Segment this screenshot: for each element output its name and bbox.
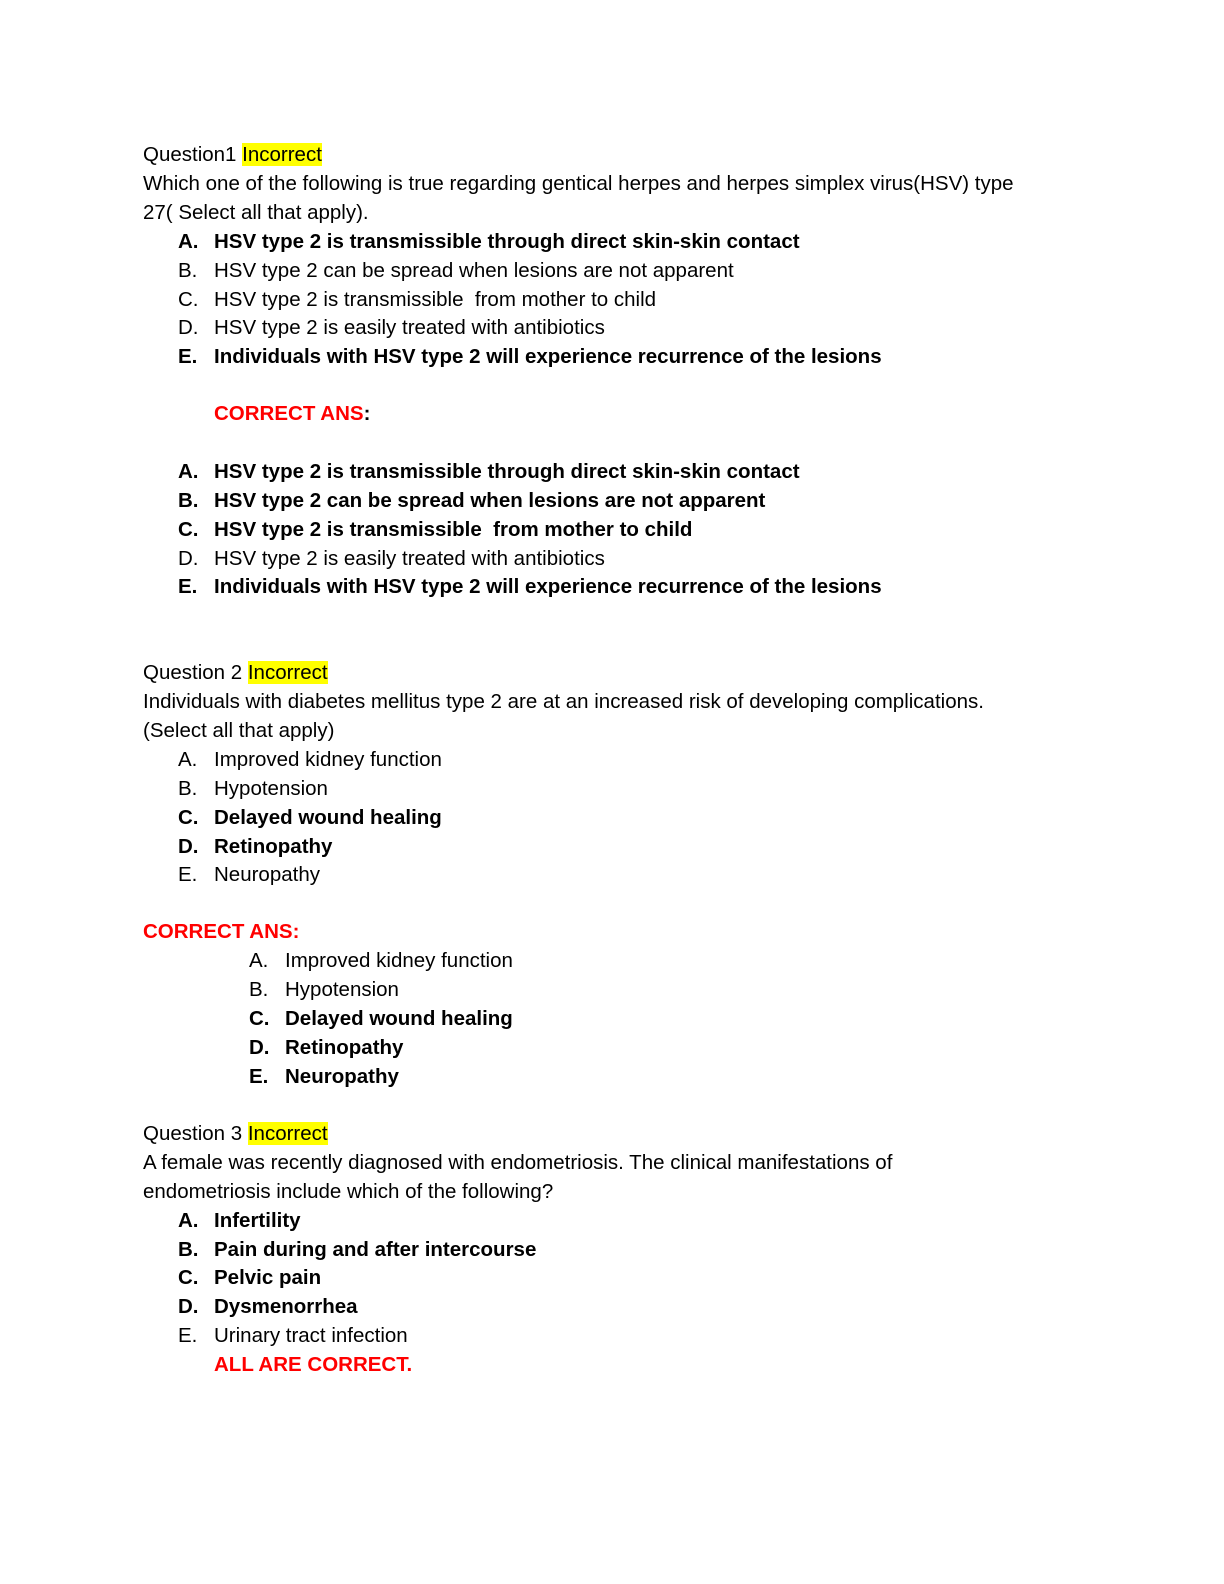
answer-text: Neuropathy bbox=[285, 1065, 399, 1088]
option-letter: D. bbox=[178, 1295, 199, 1318]
option-text: Retinopathy bbox=[214, 835, 333, 858]
option-letter: C. bbox=[178, 806, 199, 829]
answer-text: Improved kidney function bbox=[285, 949, 513, 972]
q2-correct-answer-label: CORRECT ANS: bbox=[143, 920, 300, 943]
question-2-title: Question 2 bbox=[143, 661, 243, 684]
answer-text: Hypotension bbox=[285, 978, 399, 1001]
answer-letter: B. bbox=[178, 489, 199, 512]
question-3-text-line2: endometriosis include which of the following? bbox=[143, 1180, 554, 1203]
answer-text: Individuals with HSV type 2 will experience recurrence of the lesions bbox=[214, 575, 882, 598]
question-2-text-line1: Individuals with diabetes mellitus type 2 are at an increased risk of developing complications. bbox=[143, 690, 984, 713]
option-text: Pelvic pain bbox=[214, 1266, 322, 1289]
option-letter: A. bbox=[178, 230, 199, 253]
option-letter: E. bbox=[178, 1324, 198, 1347]
option-text: HSV type 2 is transmissible through direct skin-skin contact bbox=[214, 230, 800, 253]
question-3-title: Question 3 bbox=[143, 1122, 243, 1145]
option-letter: E. bbox=[178, 345, 198, 368]
option-letter: B. bbox=[178, 259, 198, 282]
option-letter: B. bbox=[178, 777, 198, 800]
answer-letter: E. bbox=[249, 1065, 269, 1088]
option-text: Dysmenorrhea bbox=[214, 1295, 358, 1318]
option-letter: D. bbox=[178, 835, 199, 858]
answer-text: Retinopathy bbox=[285, 1036, 404, 1059]
question-2-heading bbox=[143, 661, 328, 685]
answer-text: HSV type 2 is transmissible through direct skin-skin contact bbox=[214, 460, 800, 483]
option-text: Hypotension bbox=[214, 777, 328, 800]
question-2-text-line2: (Select all that apply) bbox=[143, 719, 335, 742]
option-text: Infertility bbox=[214, 1209, 301, 1232]
option-letter: A. bbox=[178, 748, 198, 771]
answer-text: HSV type 2 is easily treated with antibiotics bbox=[214, 547, 605, 570]
answer-text: HSV type 2 is transmissible from mother to child bbox=[214, 518, 693, 541]
option-letter: B. bbox=[178, 1238, 199, 1261]
option-letter: C. bbox=[178, 1266, 199, 1289]
option-letter: D. bbox=[178, 316, 199, 339]
answer-letter: D. bbox=[249, 1036, 270, 1059]
q3-all-correct-label: ALL ARE CORRECT. bbox=[214, 1353, 413, 1376]
option-letter: E. bbox=[178, 863, 198, 886]
option-text: Pain during and after intercourse bbox=[214, 1238, 537, 1261]
question-3-status-badge: Incorrect bbox=[247, 1122, 328, 1145]
answer-letter: A. bbox=[249, 949, 269, 972]
option-text: Improved kidney function bbox=[214, 748, 442, 771]
answer-letter: E. bbox=[178, 575, 198, 598]
option-text: HSV type 2 can be spread when lesions are not apparent bbox=[214, 259, 734, 282]
question-3-text-line1: A female was recently diagnosed with endometriosis. The clinical manifestations of bbox=[143, 1151, 893, 1174]
question-2-status-badge: Incorrect bbox=[247, 661, 328, 684]
option-text: HSV type 2 is easily treated with antibiotics bbox=[214, 316, 605, 339]
answer-text: HSV type 2 can be spread when lesions are not apparent bbox=[214, 489, 766, 512]
answer-letter: C. bbox=[249, 1007, 270, 1030]
question-1-status-badge: Incorrect bbox=[242, 143, 322, 166]
answer-letter: B. bbox=[249, 978, 269, 1001]
option-text: Urinary tract infection bbox=[214, 1324, 408, 1347]
question-1-title: Question1 bbox=[143, 143, 237, 166]
answer-text: Delayed wound healing bbox=[285, 1007, 513, 1030]
answer-letter: C. bbox=[178, 518, 199, 541]
option-letter: A. bbox=[178, 1209, 199, 1232]
answer-letter: D. bbox=[178, 547, 199, 570]
option-text: Delayed wound healing bbox=[214, 806, 442, 829]
option-letter: C. bbox=[178, 288, 199, 311]
question-3-heading bbox=[143, 1122, 328, 1146]
q1-correct-answer-label: CORRECT ANS: bbox=[214, 402, 371, 425]
question-1-text-line2: 27( Select all that apply). bbox=[143, 201, 369, 224]
option-text: Neuropathy bbox=[214, 863, 320, 886]
question-1-heading bbox=[143, 143, 322, 167]
question-1-text-line1: Which one of the following is true regarding gentical herpes and herpes simplex virus(HSV) type bbox=[143, 172, 1014, 195]
option-text: HSV type 2 is transmissible from mother to child bbox=[214, 288, 657, 311]
answer-letter: A. bbox=[178, 460, 199, 483]
option-text: Individuals with HSV type 2 will experience recurrence of the lesions bbox=[214, 345, 882, 368]
